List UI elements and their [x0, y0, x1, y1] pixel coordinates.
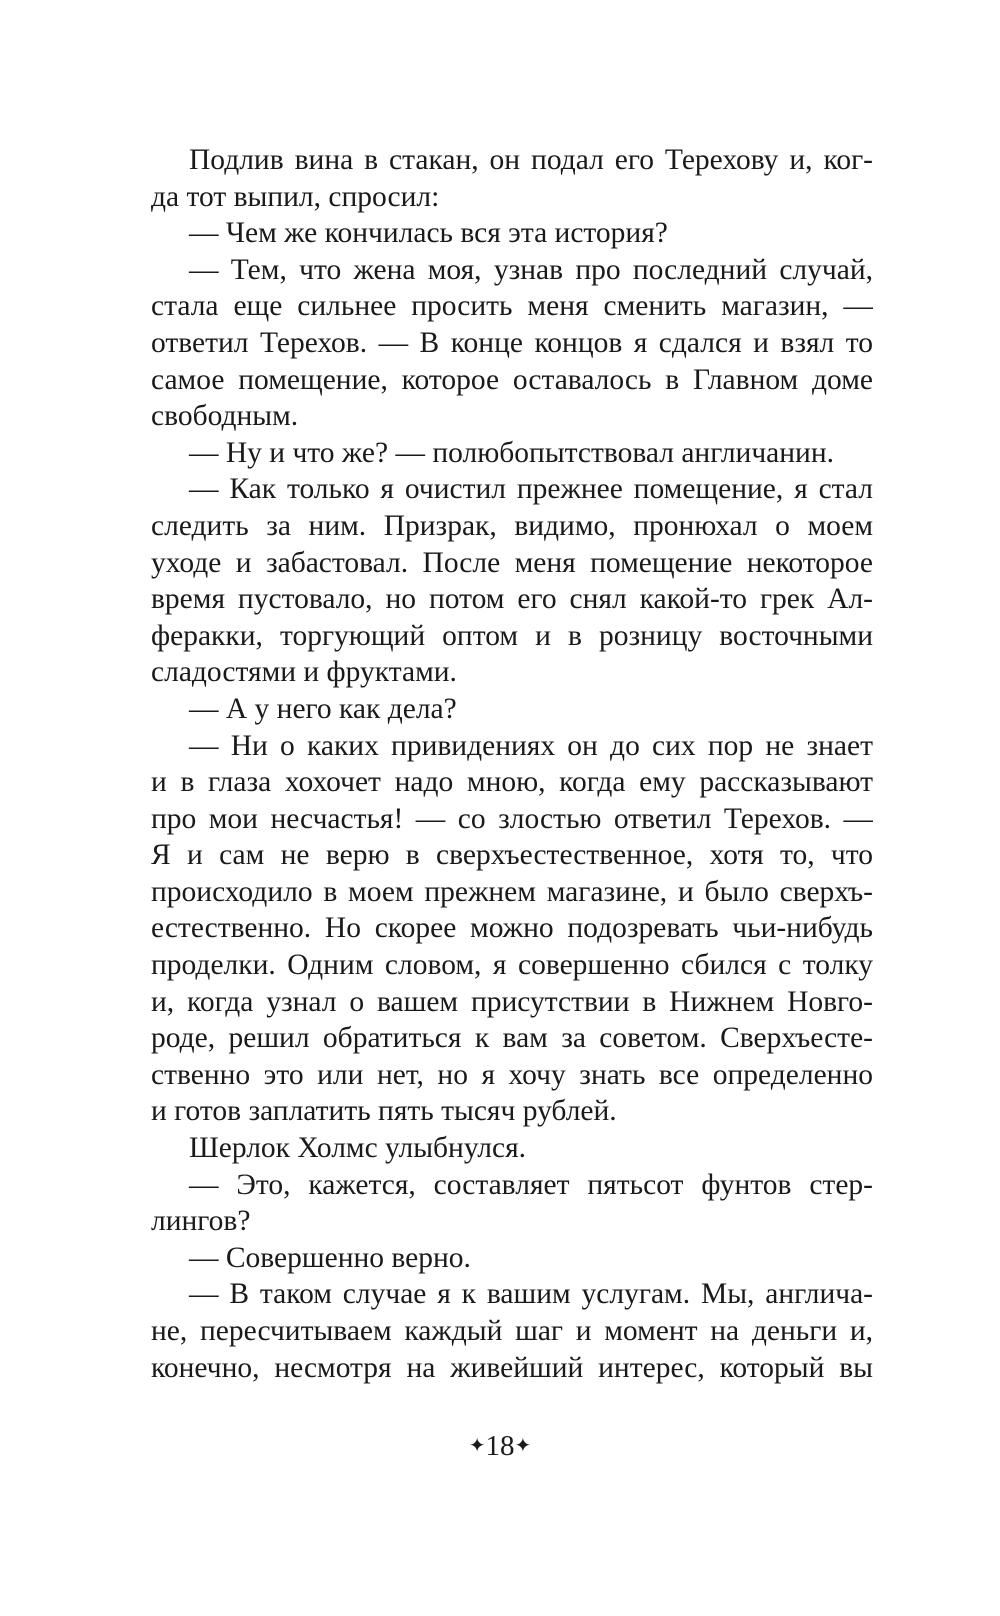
text-line: Я и сам не верю в сверхъестественное, хотя то, что [151, 839, 873, 872]
text-line: — Как только я очистил прежнее помещение, я стал [189, 473, 873, 506]
text-block [151, 142, 873, 1386]
text-line: естественно. Но скорее можно подозревать чьи-нибудь [151, 912, 873, 945]
ornament-right-icon: ✦ [514, 1435, 532, 1457]
text-line: — Ну и что же? — полюбопытствовал англичанин. [189, 436, 834, 469]
text-line: — Чем же кончилась вся эта история? [189, 217, 668, 250]
text-line: роде, решил обратиться к вам за советом. Сверхъесте- [151, 1022, 873, 1055]
text-line: — В таком случае я к вашим услугам. Мы, англича- [189, 1278, 873, 1311]
page-body [151, 142, 873, 1386]
text-line: ственно это или нет, но я хочу знать все определенно [151, 1058, 873, 1091]
text-line: Шерлок Холмс улыбнулся. [189, 1132, 527, 1165]
text-line: — Тем, что жена моя, узнав про последний случай, [189, 253, 873, 286]
text-line: самое помещение, которое оставалось в Главном доме [151, 363, 873, 396]
text-line: сладостями и фруктами. [151, 656, 457, 689]
text-line: следить за ним. Призрак, видимо, пронюхал о моем [151, 509, 873, 542]
text-line: да тот выпил, спросил: [151, 180, 440, 213]
text-line: проделки. Одним словом, я совершенно сбился с толку [151, 949, 873, 982]
text-line: — Совершенно верно. [189, 1241, 471, 1274]
page-number [0, 1428, 1000, 1464]
text-line: — Ни о каких привидениях он до сих пор не знает [189, 729, 873, 762]
text-line: происходило в моем прежнем магазине, и было сверхъ- [151, 875, 873, 908]
text-line: стала еще сильнее просить меня сменить магазин, — [151, 290, 873, 323]
text-line: Подлив вина в стакан, он подал его Терехову и, ког- [189, 144, 873, 176]
text-line: не, пересчитываем каждый шаг и момент на деньги и, [151, 1315, 873, 1347]
text-line: лингов? [151, 1205, 251, 1238]
text-line: — Это, кажется, составляет пятьсот фунтов стер- [189, 1168, 873, 1201]
text-line: про мои несчастья! — со злостью ответил Терехов. — [151, 802, 873, 835]
text-line: ответил Терехов. — В конце концов я сдался и взял то [151, 326, 873, 359]
text-line: и готов заплатить пять тысяч рублей. [151, 1095, 617, 1128]
text-line: уходе и забастовал. После меня помещение некоторое [151, 546, 873, 579]
text-line: свободным. [151, 400, 299, 433]
ornament-left-icon: ✦ [468, 1435, 486, 1457]
text-line: и, когда узнал о вашем присутствии в Нижнем Новго- [151, 985, 873, 1018]
text-line: — А у него как дела? [189, 692, 457, 725]
page-number-value: 18 [485, 1430, 515, 1462]
text-line: феракки, торгующий оптом и в розницу восточными [151, 619, 873, 652]
text-line: и в глаза хохочет надо мною, когда ему рассказывают [151, 766, 873, 799]
text-line: конечно, несмотря на живейший интерес, который вы [151, 1351, 873, 1384]
text-line: время пустовало, но потом его снял какой-то грек Ал- [151, 583, 873, 616]
